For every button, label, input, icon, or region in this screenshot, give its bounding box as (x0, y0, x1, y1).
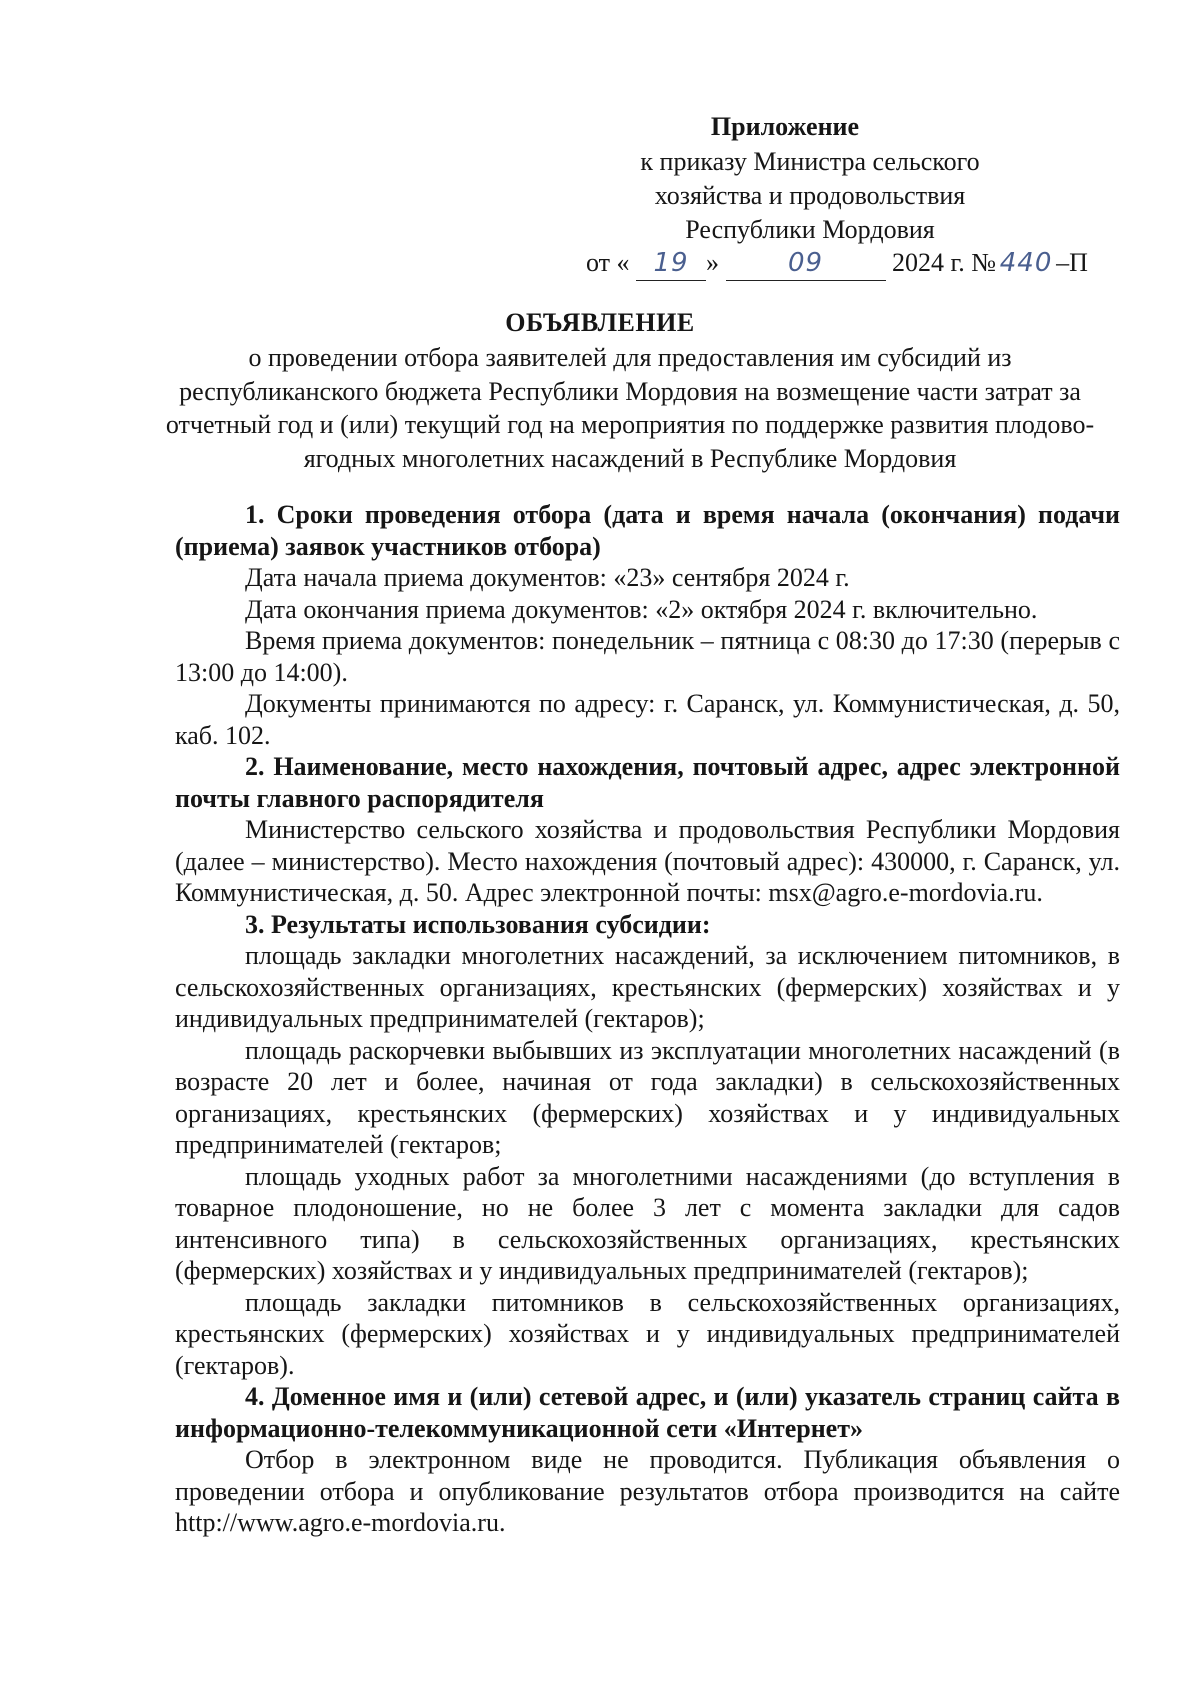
section-3-paragraph: площадь закладки многолетних насаждений, за исключением питомников, в сельскохозяйственных организациях, крестьянских (фермерских) хозяйствах и у индивидуальных предпринимателей (гектаров); (175, 941, 1120, 1033)
section-3-paragraph: площадь раскорчевки выбывших из эксплуатации многолетних насаждений (в возрасте 20 лет и более, начиная от года закладки) в сельскохозяйственных организациях, крестьянских (фермерских) хозяйствах и у индивидуальных предпринимателей (гектаров; (175, 1035, 1120, 1159)
section-1-paragraph: Документы принимаются по адресу: г. Саранск, ул. Коммунистическая, д. 50, каб. 102. (175, 689, 1120, 750)
section-1-paragraph: Время приема документов: понедельник – пятница с 08:30 до 17:30 (перерыв с 13:00 до 14:00). (175, 626, 1120, 687)
appendix-title: Приложение (710, 112, 860, 141)
appendix-line-1: к приказу Министра сельского (640, 147, 980, 176)
section-1-paragraph: Дата окончания приема документов: «2» октября 2024 г. включительно. (245, 594, 1038, 624)
date-day-field (636, 246, 706, 281)
announcement-subtitle: о проведении отбора заявителей для предоставления им субсидий из республиканского бюджета Республики Мордовия на возмещение части затрат за отчетный год и (или) текущий год на мероприятия по поддержке развития плодово-ягодных многолетних насаждений в Республике Мордовия (165, 343, 1095, 473)
date-mid: » (706, 248, 720, 277)
order-date-line (586, 246, 1088, 281)
order-number-field (996, 246, 1056, 280)
section-1-heading: 1. Сроки проведения отбора (дата и время начала (окончания) подачи (приема) заявок участников отбора) (175, 500, 1120, 561)
section-4-heading: 4. Доменное имя и (или) сетевой адрес, и (или) указатель страниц сайта в информационно-телекоммуникационной сети «Интернет» (175, 1382, 1120, 1443)
date-month-field (726, 246, 886, 281)
date-month-handwritten: 09 (787, 248, 824, 278)
date-day-handwritten: 19 (653, 248, 689, 278)
date-year-text: 2024 г. № (892, 248, 997, 277)
section-3-paragraph: площадь закладки питомников в сельскохозяйственных организациях, крестьянских (фермерских) хозяйствах и у индивидуальных предпринимателей (гектаров). (175, 1287, 1120, 1380)
document-body (175, 499, 1120, 1539)
date-prefix: от « (586, 248, 630, 277)
section-2-paragraph: Министерство сельского хозяйства и продовольствия Республики Мордовия (далее – министерство). Место нахождения (почтовый адрес): 430000, г. Саранск, ул. Коммунистическая, д. 50. Адрес электронной почты: msx@agro.e-mordovia.ru. (175, 815, 1120, 907)
section-1-paragraph: Дата начала приема документов: «23» сентября 2024 г. (245, 563, 850, 592)
order-number-handwritten: 440 (999, 248, 1053, 278)
section-4-paragraph: Отбор в электронном виде не проводится. Публикация объявления о проведении отбора и опубликование результатов отбора производится на сайте http://www.agro.e-mordovia.ru. (175, 1445, 1120, 1537)
section-3-paragraph: площадь уходных работ за многолетними насаждениями (до вступления в товарное плодоношение, но не более 3 лет с момента закладки для садов интенсивного типа) в сельскохозяйственных организациях, крестьянских (фермерских) хозяйствах и у индивидуальных предпринимателей (гектаров); (175, 1161, 1120, 1285)
order-number-suffix: –П (1056, 248, 1088, 277)
appendix-line-2: хозяйства и продовольствия (654, 181, 966, 210)
section-3-heading: 3. Результаты использования субсидии: (245, 909, 711, 939)
section-2-heading: 2. Наименование, место нахождения, почтовый адрес, адрес электронной почты главного распорядителя (175, 752, 1120, 813)
announcement-title: ОБЪЯВЛЕНИЕ (505, 308, 695, 337)
appendix-line-3: Республики Мордовия (685, 215, 935, 244)
